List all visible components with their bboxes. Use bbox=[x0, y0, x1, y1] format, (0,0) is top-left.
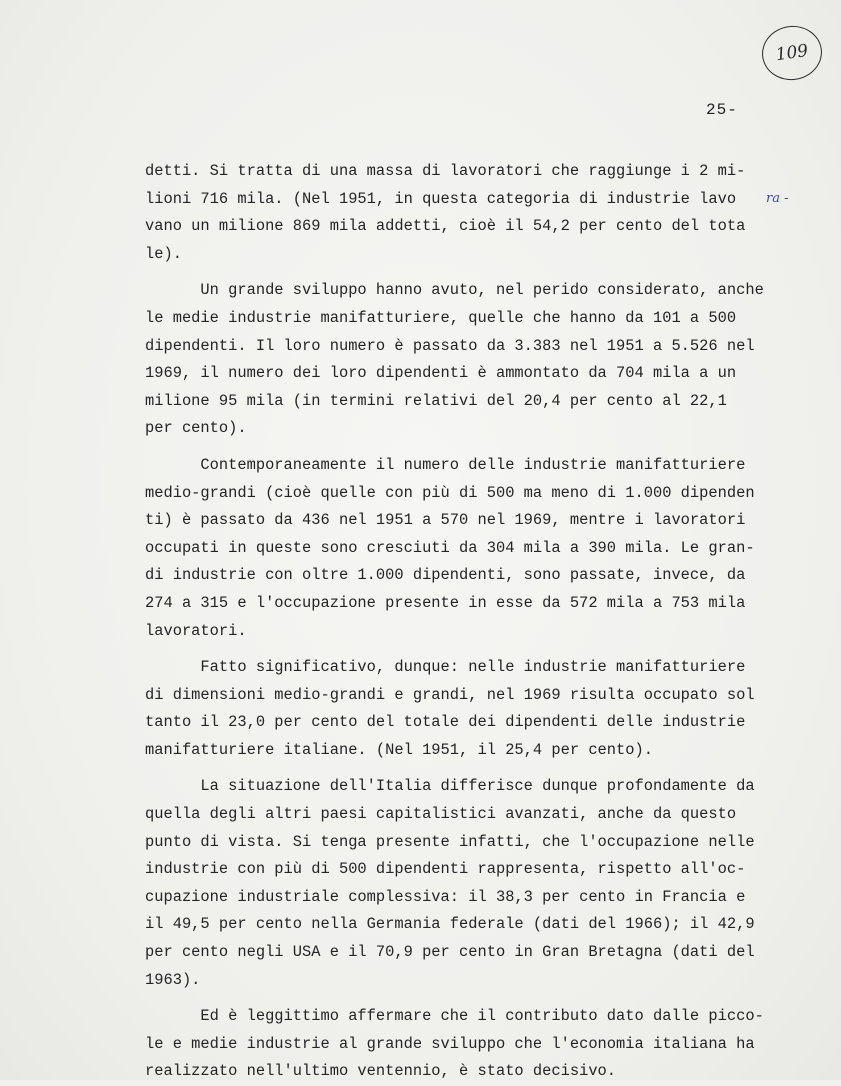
paragraph bbox=[145, 1003, 825, 1086]
text-line: il 49,5 per cento nella Germania federale (dati del 1966); il 42,9 bbox=[145, 915, 755, 934]
text-line: detti. Si tratta di una massa di lavoratori che raggiunge i 2 mi- bbox=[145, 162, 746, 180]
text-line: milione 95 mila (in termini relativi del 20,4 per cento al 22,1 bbox=[145, 391, 727, 410]
text-line: medio-grandi (cioè quelle con più di 500 ma meno di 1.000 dipenden bbox=[145, 483, 755, 502]
text-line: cupazione industriale complessiva: il 38,3 per cento in Francia e bbox=[145, 887, 746, 906]
text-line: 1969, il numero dei loro dipendenti è ammontato da 704 mila a un bbox=[145, 364, 737, 383]
body-text bbox=[145, 158, 825, 1086]
text-line: quella degli altri paesi capitalistici avanzati, anche da questo bbox=[145, 805, 737, 824]
text-line: lavoratori. bbox=[145, 621, 247, 640]
text-line: La situazione dell'Italia differisce dunque profondamente da bbox=[145, 777, 755, 796]
text-line: Ed è leggittimo affermare che il contributo dato dalle picco- bbox=[145, 1007, 764, 1026]
text-line: tanto il 23,0 per cento del totale dei dipendenti delle industrie bbox=[145, 713, 746, 732]
text-line: 1963). bbox=[145, 970, 201, 989]
text-line: industrie con più di 500 dipendenti rappresenta, rispetto all'oc- bbox=[145, 860, 746, 879]
paragraph bbox=[145, 773, 825, 994]
paragraph bbox=[145, 158, 825, 268]
paragraph bbox=[145, 452, 825, 645]
text-line: manifatturiere italiane. (Nel 1951, il 25,4 per cento). bbox=[145, 740, 653, 759]
text-line: realizzato nell'ultimo ventennio, è stato decisivo. bbox=[145, 1062, 617, 1081]
text-line: vano un milione 869 mila addetti, cioè il 54,2 per cento del tota bbox=[145, 217, 746, 236]
text-line: Fatto significativo, dunque: nelle industrie manifatturiere bbox=[145, 658, 746, 677]
page-number: 25- bbox=[706, 101, 738, 119]
text-line: Contemporaneamente il numero delle industrie manifatturiere bbox=[145, 455, 746, 474]
text-line: 274 a 315 e l'occupazione presente in esse da 572 mila a 753 mila bbox=[145, 593, 746, 612]
text-line: le medie industrie manifatturiere, quelle che hanno da 101 a 500 bbox=[145, 308, 737, 327]
text-line: Un grande sviluppo hanno avuto, nel perido considerato, anche bbox=[145, 281, 764, 300]
text-line: ti) è passato da 436 nel 1951 a 570 nel 1969, mentre i lavoratori bbox=[145, 511, 746, 530]
text-line: di industrie con oltre 1.000 dipendenti, sono passate, invece, da bbox=[145, 566, 746, 585]
text-line: per cento negli USA e il 70,9 per cento in Gran Bretagna (dati del bbox=[145, 943, 755, 962]
text-line: di dimensioni medio-grandi e grandi, nel 1969 risulta occupato sol bbox=[145, 685, 755, 704]
text-line: punto di vista. Si tenga presente infatti, che l'occupazione nelle bbox=[145, 832, 755, 851]
text-line: le e medie industrie al grande sviluppo che l'economia italiana ha bbox=[145, 1034, 755, 1053]
handwritten-margin-note: ra - bbox=[766, 191, 789, 206]
paragraph bbox=[145, 277, 825, 443]
text-line: occupati in queste sono cresciuti da 304 mila a 390 mila. Le gran- bbox=[145, 538, 755, 557]
archive-number-circle bbox=[759, 22, 826, 84]
text-line: per cento). bbox=[145, 419, 247, 438]
text-line: le). bbox=[145, 244, 182, 263]
text-line: dipendenti. Il loro numero è passato da 3.383 nel 1951 a 5.526 nel bbox=[145, 336, 755, 355]
archive-number: 109 bbox=[774, 40, 810, 66]
text-line: lioni 716 mila. (Nel 1951, in questa categoria di industrie lavo bbox=[145, 189, 737, 208]
paragraph bbox=[145, 654, 825, 764]
